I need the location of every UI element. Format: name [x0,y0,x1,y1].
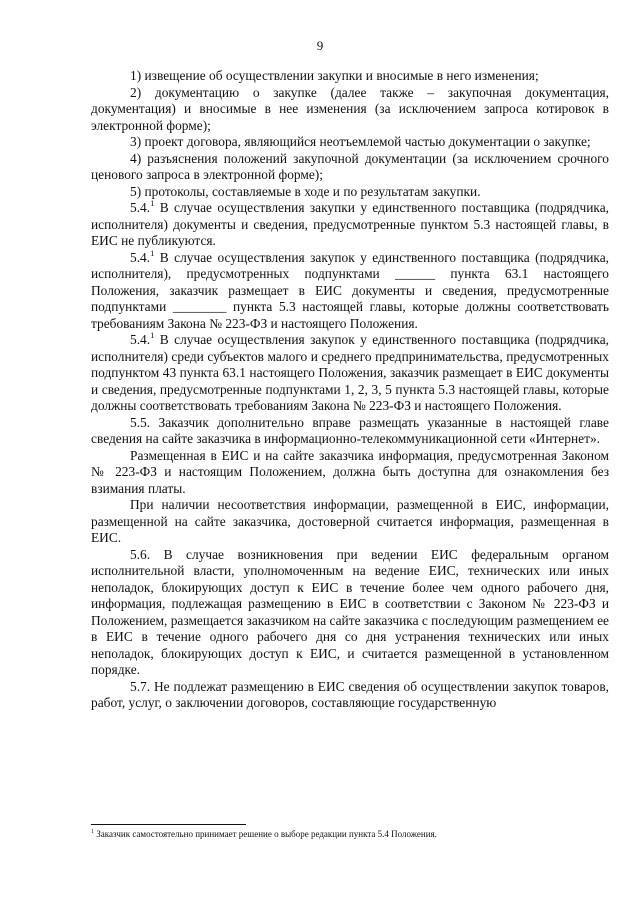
footnote-ref: 1 [150,330,155,340]
paragraph-text: При наличии несоответствия информации, размещенной в ЕИС, информации, размещенной на сайте заказчика, достоверной считается информация, размещенная в ЕИС. [91,497,609,545]
paragraph-item-3 [91,134,609,151]
paragraph-5-6 [91,547,609,679]
paragraph-5-5 [91,415,609,448]
clause-number: 5.4. [130,332,151,347]
paragraph-5-4-variant-2 [91,247,609,333]
paragraph-text: 5.5. Заказчик дополнительно вправе размещать указанные в настоящей главе сведения на сайте заказчика в информационно-телекоммуникационной сети «Интернет». [91,414,609,446]
footnote [91,829,609,840]
footnote-ref: 1 [150,247,155,258]
footnote-divider [91,824,246,825]
paragraph-5-5-conflict [91,497,609,547]
paragraph-5-4-variant-3 [91,332,609,415]
paragraph-text: В случае осуществления закупки у единственного поставщика (подрядчика, исполнителя) документы и сведения, предусмотренные пунктом 5.3 настоящей главы, в ЕИС не публикуются. [91,200,609,248]
paragraph-5-7 [91,679,609,712]
footnote-marker: 1 [91,829,94,835]
paragraph-text: Размещенная в ЕИС и на сайте заказчика информация, предусмотренная Законом № 223-ФЗ и настоящим Положением, должна быть доступна для ознакомления без взимания платы. [91,447,609,496]
clause-number: 5.4. [130,249,151,265]
paragraph-text: В случае осуществления закупок у единственного поставщика (подрядчика, исполнителя) среди субъектов малого и среднего предпринимательства, предусмотренных подпунктом 43 пункта 63.1 настоящего Положения, заказчик размещает в ЕИС документы и сведения, предусмотренные подпунктами 1, 2, 3, 5 пункта 5.3 настоящей главы, которые должны соответствовать требованиям Закона № 223-ФЗ и настоящего Положения. [91,332,609,413]
paragraph-text: 5) протоколы, составляемые в ходе и по результатам закупки. [130,183,481,199]
paragraph-text: 2) документацию о закупке (далее также – закупочная документация, документация) и вносимые в нее изменения (за исключением запроса котировок в электронной форме); [91,84,609,133]
clause-number: 5.4. [130,200,151,215]
paragraph-text: 5.7. Не подлежат размещению в ЕИС сведения об осуществлении закупок товаров, работ, услуг, о заключении договоров, составляющие государственную [91,678,609,710]
footnote-text: Заказчик самостоятельно принимает решение о выборе редакции пункта 5.4 Положения. [94,829,437,839]
page-number: 9 [316,38,324,53]
paragraph-item-2 [91,85,609,135]
document-body [91,68,609,712]
paragraph-text: 1) извещение об осуществлении закупки и вносимые в него изменения; [130,68,539,83]
footnote-ref: 1 [150,198,155,208]
paragraph-text: В случае осуществления закупок у единственного поставщика (подрядчика, исполнителя), предусмотренных подпунктами ______ пункта 63.1 настоящего Положения, заказчик размещает в ЕИС документы и сведения, предусмотренные подпунктами ________ пункта 5.3 настоящей главы, которые должны соответствовать требованиям Закона № 223-ФЗ и настоящего Положения. [91,249,609,331]
paragraph-item-4 [91,151,609,184]
paragraph-text: 3) проект договора, являющийся неотъемлемой частью документации о закупке; [130,134,591,149]
paragraph-text: 5.6. В случае возникновения при ведении ЕИС федеральным органом исполнительной власти, уполномоченным на ведение ЕИС, технических или иных неполадок, блокирующих доступ к ЕИС в течение более чем одного рабочего дня, информация, подлежащая размещению в ЕИС в соответствии с Законом № 223-ФЗ и Положением, размещается заказчиком на сайте заказчика с последующим размещением ее в ЕИС в течение одного рабочего дня со дня устранения технических или иных неполадок, блокирующих доступ к ЕИС, и считается размещенной в установленном порядке. [91,546,609,677]
paragraph-item-5 [91,184,609,201]
paragraph-5-5-access [91,448,609,498]
paragraph-item-1 [91,68,609,85]
paragraph-text: 4) разъяснения положений закупочной документации (за исключением срочного ценового запроса в электронной форме); [91,150,609,182]
paragraph-5-4-variant-1 [91,200,609,250]
